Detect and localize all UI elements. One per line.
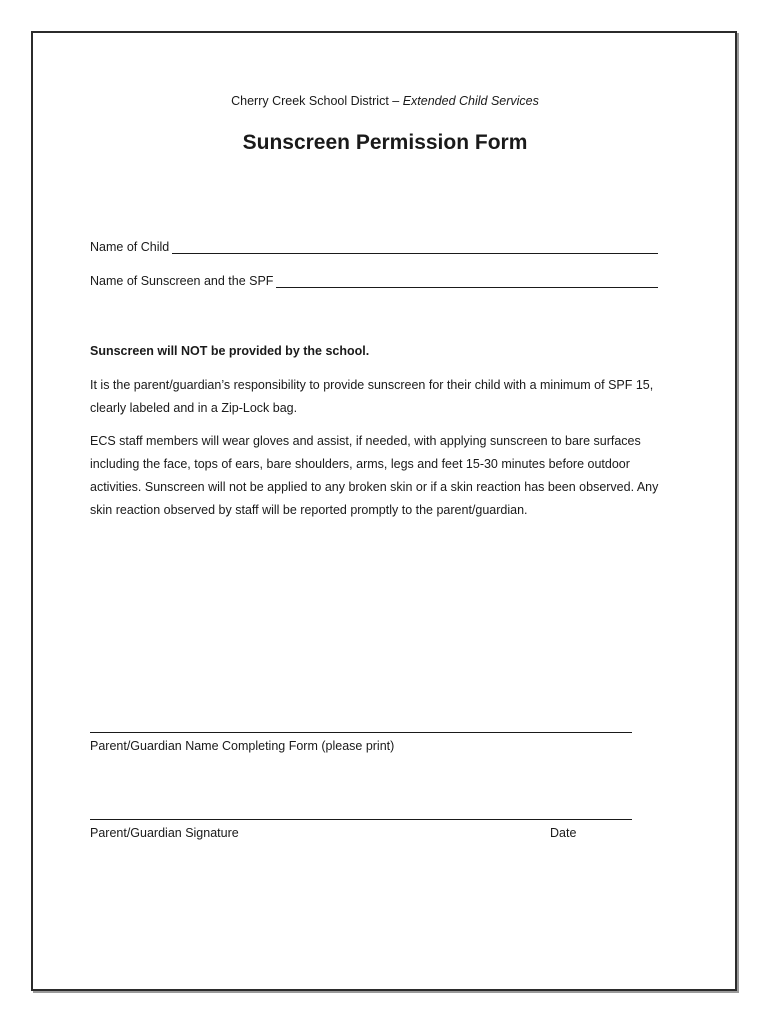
child-name-line[interactable] [172,240,658,254]
child-name-label: Name of Child [90,240,170,254]
notice-text: Sunscreen will NOT be provided by the school. [90,344,370,358]
child-name-field[interactable] [90,240,658,254]
district-header [32,94,738,108]
signature-label: Parent/Guardian Signature [90,826,239,840]
page-title: Sunscreen Permission Form [242,131,528,154]
print-name-label: Parent/Guardian Name Completing Form (please print) [90,739,395,753]
staff-assistance-paragraph: ECS staff members will wear gloves and assist, if needed, with applying sunscreen to bare surfaces including the face, tops of ears, bare shoulders, arms, legs and feet 15-30 minutes before outdoor activities. Sunscreen will not be applied to any broken skin or if a skin reaction has been observed. Any skin reaction observed by staff will be reported promptly to the parent/guardian. [90,434,659,517]
program-name: Extended Child Services [402,94,539,108]
date-label: Date [550,826,577,840]
sunscreen-label: Name of Sunscreen and the SPF [90,274,274,288]
signature-line[interactable] [90,819,632,820]
sunscreen-field[interactable] [90,274,658,288]
district-name: Cherry Creek School District – [231,94,400,108]
responsibility-paragraph: It is the parent/guardian’s responsibility to provide sunscreen for their child with a minimum of SPF 15, clearly labeled and in a Zip-Lock bag. [90,378,654,415]
sunscreen-line[interactable] [276,274,658,288]
print-name-line[interactable] [90,732,632,733]
